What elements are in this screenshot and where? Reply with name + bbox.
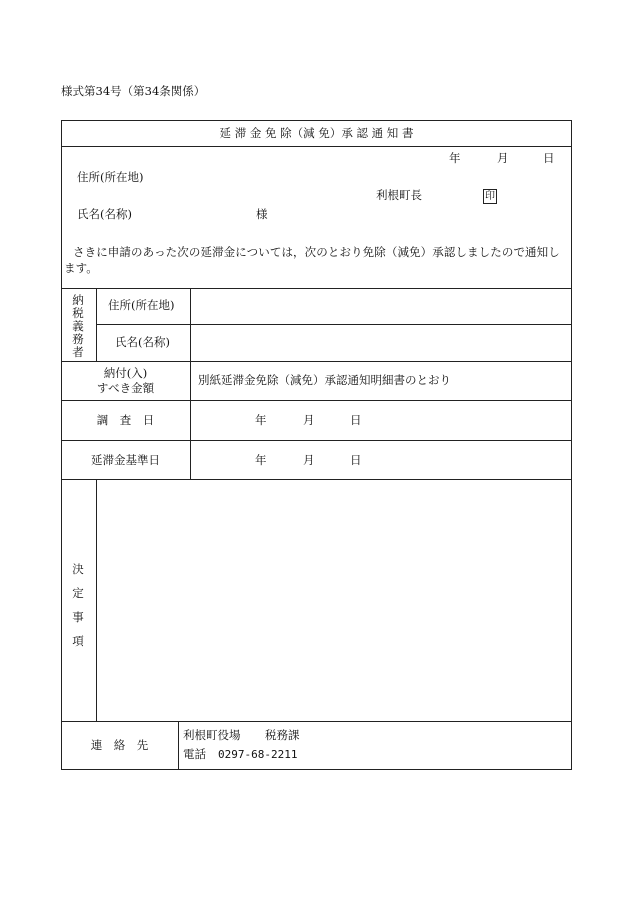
taxpayer-label-char: 税	[72, 306, 84, 320]
amount-value: 別紙延滞金免除（減免）承認通知明細書のとおり	[198, 373, 451, 387]
contact-office: 利根町役場	[183, 728, 241, 742]
issuer-title: 利根町長	[376, 188, 422, 202]
date-year-label: 年	[449, 151, 461, 165]
date-day-label: 日	[543, 151, 555, 165]
decision-label-char: 定	[72, 586, 84, 600]
decision-vertical-label	[70, 557, 86, 653]
decision-label-divider	[96, 479, 97, 721]
notice-body-text: さきに申請のあった次の延滞金については，次のとおり免除（減免）承認しましたので通知します。	[64, 245, 560, 275]
taxpayer-vertical-label	[70, 294, 86, 359]
title-divider	[61, 146, 572, 147]
taxpayer-label-char: 納	[72, 293, 84, 307]
honorific: 様	[256, 207, 268, 221]
contact-phone-label: 電話	[183, 747, 206, 761]
taxpayer-label-char: 務	[72, 332, 84, 346]
label-column-divider	[190, 288, 191, 479]
date-month-label: 月	[497, 151, 509, 165]
base-month-label: 月	[303, 453, 315, 467]
body-divider	[61, 288, 572, 289]
addressee-name-label: 氏名(名称)	[77, 207, 132, 221]
taxpayer-section-bottom	[61, 361, 572, 362]
survey-day-label: 日	[350, 413, 362, 427]
form-frame	[61, 120, 572, 770]
base-year-label: 年	[255, 453, 267, 467]
taxpayer-label-char: 者	[72, 345, 84, 359]
base-day-label: 日	[350, 453, 362, 467]
taxpayer-row-divider	[96, 324, 572, 325]
amount-label-line1: 納付(入)	[103, 366, 148, 380]
amount-label-line2: すべき金額	[96, 381, 155, 395]
seal-mark: 印	[485, 191, 495, 202]
decision-label-char: 事	[72, 610, 84, 624]
contact-label: 連 絡 先	[90, 738, 149, 752]
base-date-label: 延滞金基準日	[91, 453, 160, 467]
form-number: 様式第34号（第34条関係）	[61, 84, 206, 98]
taxpayer-name-label: 氏名(名称)	[115, 335, 170, 349]
decision-section-bottom	[61, 721, 572, 722]
contact-department: 税務課	[265, 728, 300, 742]
taxpayer-address-label: 住所(所在地)	[108, 298, 175, 312]
contact-phone-number: 0297-68-2211	[218, 748, 298, 761]
addressee-address-label: 住所(所在地)	[77, 170, 144, 184]
survey-row-bottom	[61, 440, 572, 441]
taxpayer-label-char: 義	[72, 319, 84, 333]
decision-label-char: 項	[72, 634, 84, 648]
contact-label-divider	[178, 721, 179, 769]
survey-date-label: 調 査 日	[96, 413, 155, 427]
form-title: 延 滞 金 免 除（減 免）承 認 通 知 書	[219, 126, 414, 140]
base-row-bottom	[61, 479, 572, 480]
decision-label-char: 決	[72, 562, 84, 576]
survey-month-label: 月	[303, 413, 315, 427]
amount-row-bottom	[61, 400, 572, 401]
survey-year-label: 年	[255, 413, 267, 427]
